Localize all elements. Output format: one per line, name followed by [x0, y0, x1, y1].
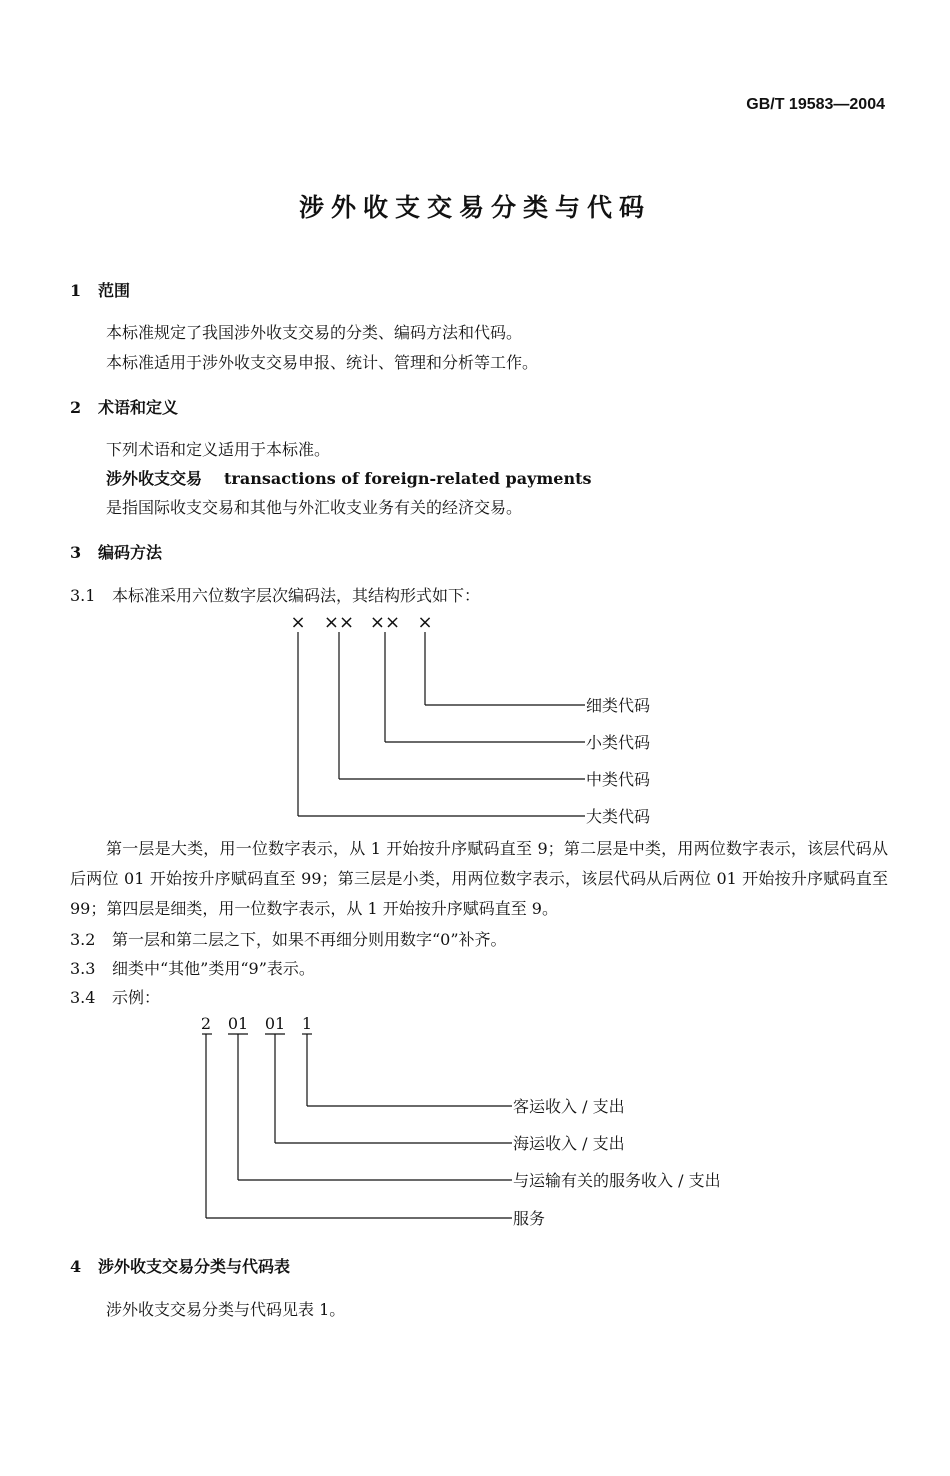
- clause-3-1-text: 本标准采用六位数字层次编码法，其结构形式如下：: [112, 586, 481, 605]
- section-1-title: 范围: [98, 281, 131, 300]
- example-label-services: 服务: [513, 1209, 546, 1228]
- structure-code-part-1: ×: [290, 612, 306, 633]
- section-2-intro: 下列术语和定义适用于本标准。: [106, 440, 331, 459]
- clause-3-4-text: 示例：: [112, 988, 161, 1007]
- example-label-sea-transport: 海运收入 / 支出: [513, 1134, 625, 1153]
- clause-3-2-text: 第一层和第二层之下，如果不再细分则用数字“0”补齐。: [112, 930, 507, 949]
- clause-3-2-number: 3.2: [70, 930, 96, 949]
- structure-label-fine: 细类代码: [586, 696, 651, 715]
- section-1-number: 1: [70, 281, 82, 300]
- section-4-heading: [70, 1254, 290, 1277]
- term-chinese: 涉外收支交易: [106, 469, 203, 488]
- example-code-part-3: 01: [264, 1014, 286, 1033]
- section-1-paragraph-1: 本标准规定了我国涉外收支交易的分类、编码方法和代码。: [106, 323, 523, 342]
- structure-label-medium: 中类代码: [586, 770, 651, 789]
- example-code-part-1: 2: [200, 1014, 212, 1033]
- structure-code-part-4: ×: [417, 612, 433, 633]
- term-english: transactions of foreign-related payments: [224, 469, 592, 488]
- coding-explanation: 第一层是大类，用一位数字表示，从 1 开始按升序赋码直至 9；第二层是中类，用两位数字表示，该层代码从后两位 01 开始按升序赋码直至 99；第三层是小类，用两位数字表示，该层代码从后两位 01 开始按升序赋码直至 99；第四层是细类，用一位数字表示，从 1 开始按升序赋码直至 9。: [70, 839, 888, 918]
- structure-label-major: 大类代码: [586, 807, 651, 826]
- section-4-title: 涉外收支交易分类与代码表: [98, 1257, 291, 1276]
- section-4-number: 4: [70, 1257, 82, 1276]
- structure-code-part-3: ××: [369, 612, 401, 633]
- example-code-part-4: 1: [301, 1014, 313, 1033]
- section-1-paragraph-2: 本标准适用于涉外收支交易申报、统计、管理和分析等工作。: [106, 353, 539, 372]
- clause-3-3-number: 3.3: [70, 959, 96, 978]
- example-label-transport-services: 与运输有关的服务收入 / 支出: [513, 1171, 721, 1190]
- example-label-passenger: 客运收入 / 支出: [513, 1097, 625, 1116]
- section-4-text: 涉外收支交易分类与代码见表 1。: [106, 1300, 346, 1319]
- standard-number: GB/T 19583—2004: [746, 96, 885, 113]
- section-3-number: 3: [70, 543, 82, 562]
- clause-3-3-text: 细类中“其他”类用“9”表示。: [112, 959, 315, 978]
- structure-label-small: 小类代码: [586, 733, 651, 752]
- clause-3-1-number: 3.1: [70, 586, 96, 605]
- clause-3-4-number: 3.4: [70, 988, 96, 1007]
- term-definition: 是指国际收支交易和其他与外汇收支业务有关的经济交易。: [106, 498, 523, 517]
- section-2-number: 2: [70, 398, 82, 417]
- page-title: 涉外收支交易分类与代码: [298, 193, 651, 222]
- section-3-title: 编码方法: [98, 543, 163, 562]
- structure-code-part-2: ××: [323, 612, 355, 633]
- section-2-title: 术语和定义: [98, 398, 179, 417]
- example-code-part-2: 01: [227, 1014, 249, 1033]
